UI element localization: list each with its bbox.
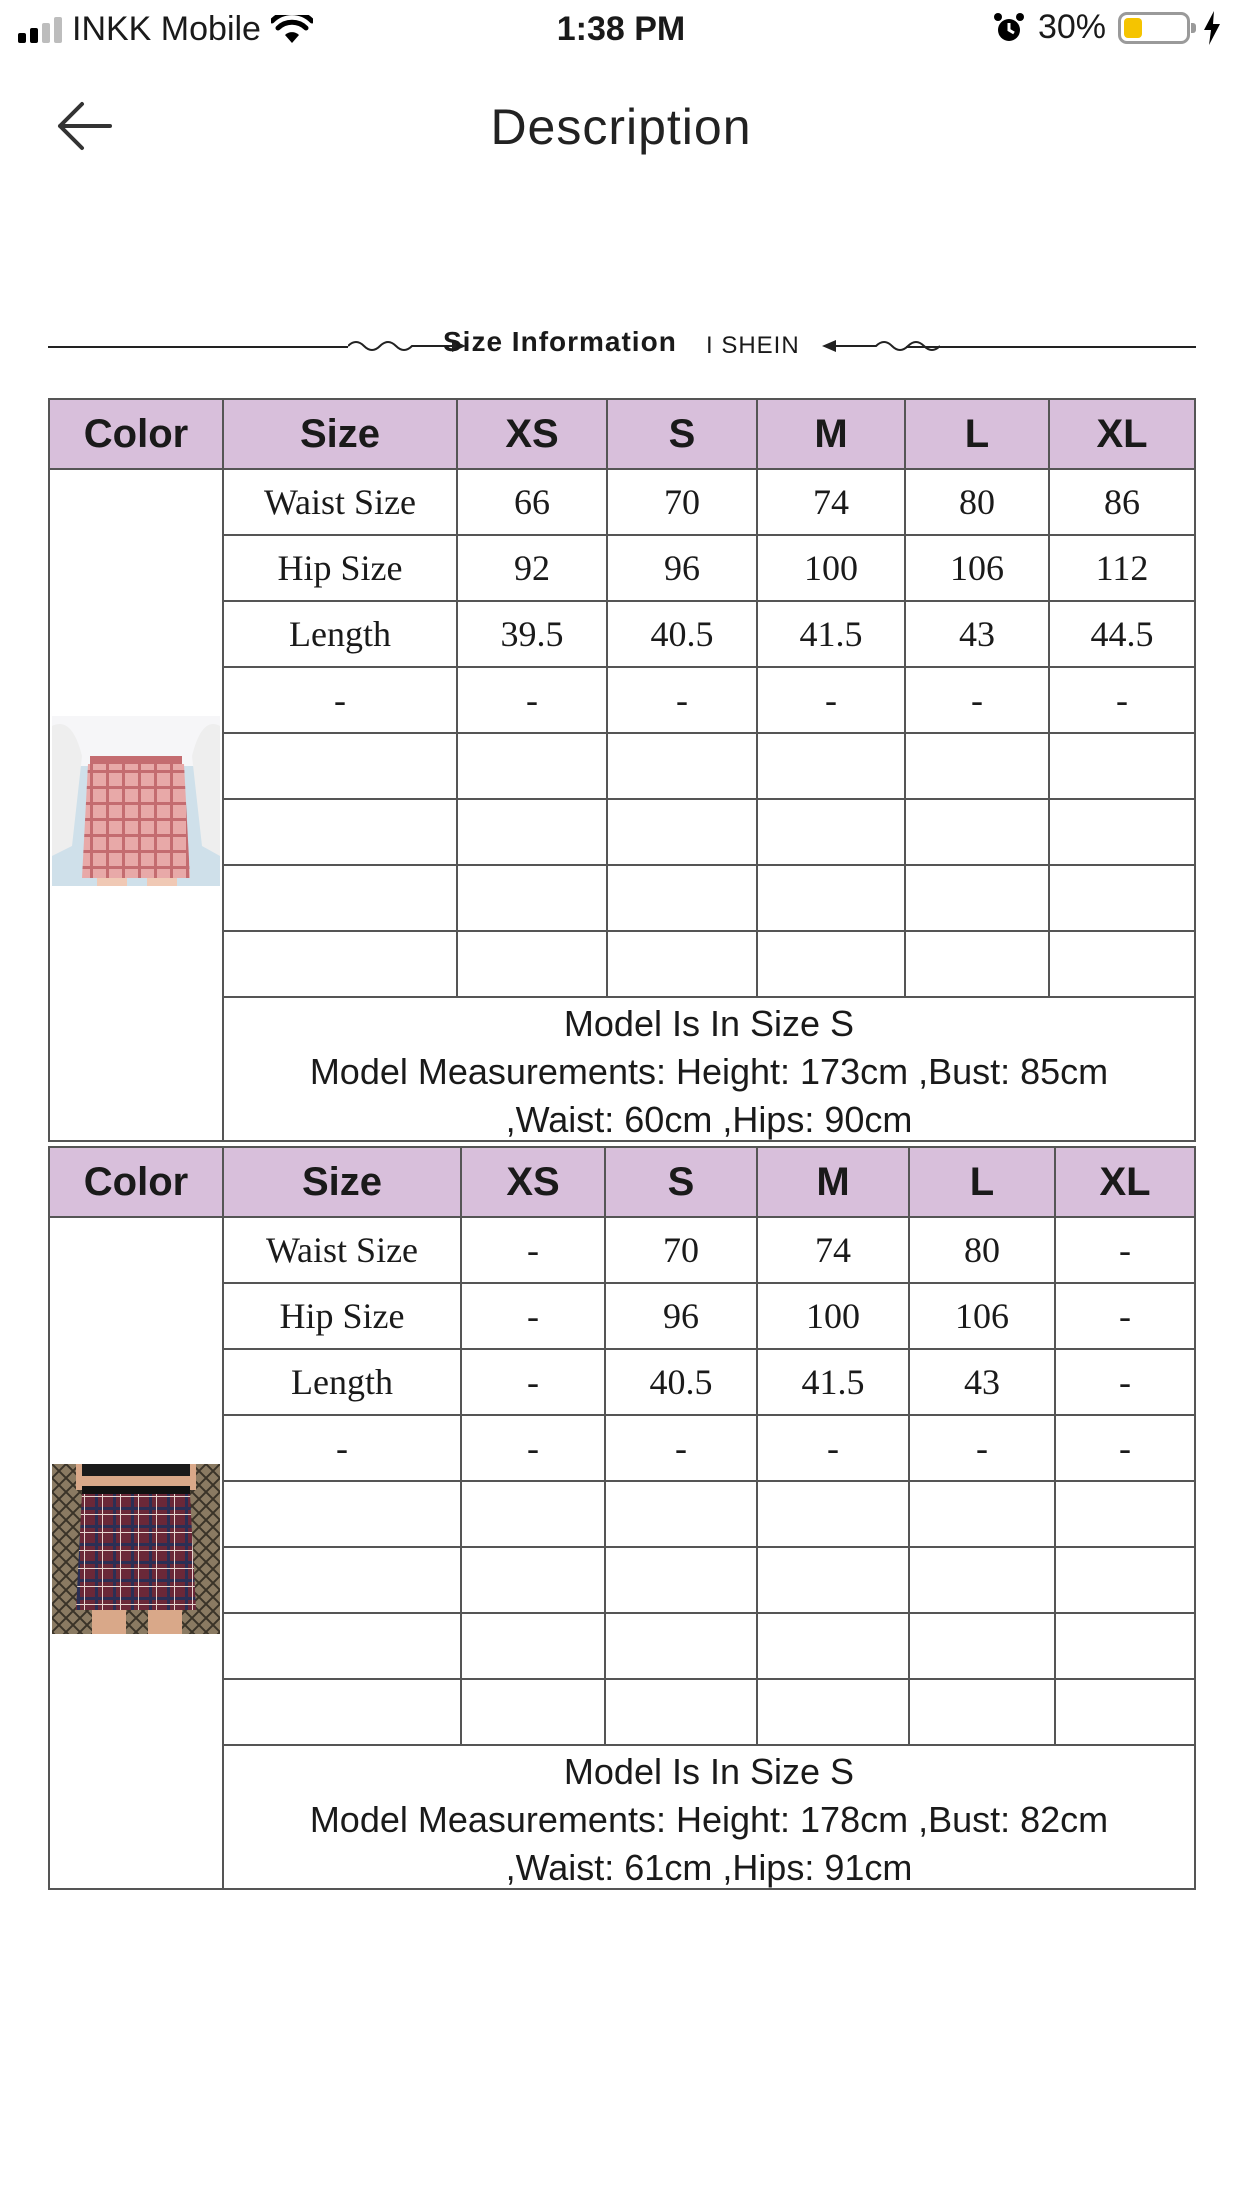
- cell: -: [758, 1416, 910, 1480]
- cell: [910, 1614, 1056, 1678]
- model-info: [224, 998, 1194, 1140]
- cell: Length: [224, 1350, 462, 1414]
- header-xl: XL: [1099, 1159, 1151, 1204]
- cell: [608, 800, 758, 864]
- cell: [758, 932, 906, 996]
- cell: [224, 800, 458, 864]
- cell: -: [224, 668, 458, 732]
- cell: Length: [224, 602, 458, 666]
- cell: [1050, 800, 1194, 864]
- table-rows: [224, 1218, 1194, 1888]
- cell: -: [1116, 680, 1128, 720]
- cell: 106: [910, 1284, 1056, 1348]
- model-measurements-text-2: ,Waist: 61cm ,Hips: 91cm: [505, 1847, 913, 1888]
- cell: -: [606, 1416, 758, 1480]
- cell: -: [462, 1218, 606, 1282]
- battery-fill: [1124, 18, 1142, 38]
- red-plaid-skirt-photo: [52, 1464, 220, 1634]
- table-row: [224, 1548, 1194, 1614]
- cell: [608, 932, 758, 996]
- cell: 66: [458, 470, 608, 534]
- table-row: [224, 1416, 1194, 1482]
- cell: [606, 1680, 758, 1744]
- cell: -: [458, 668, 608, 732]
- cell: [224, 1548, 462, 1612]
- table-row: [224, 668, 1194, 734]
- divider-left: [48, 346, 348, 348]
- cell: 112: [1095, 548, 1149, 588]
- charging-bolt-icon: [1202, 11, 1222, 45]
- header-color: Color: [50, 400, 224, 468]
- brand-label: I SHEIN: [706, 332, 800, 359]
- cell: [224, 734, 458, 798]
- cell: -: [1119, 1296, 1131, 1336]
- cell: 43: [910, 1350, 1056, 1414]
- table-row: [224, 734, 1194, 800]
- status-time: 1:38 PM: [556, 10, 686, 48]
- cell: 100: [758, 536, 906, 600]
- cell: [758, 800, 906, 864]
- battery-icon: [1118, 12, 1190, 44]
- size-table-2: [48, 1146, 1196, 1890]
- table-row: [224, 470, 1194, 536]
- cell: [758, 866, 906, 930]
- cell: [458, 866, 608, 930]
- table-row: [224, 932, 1194, 998]
- model-size-text: Model Is In Size S: [563, 1751, 855, 1792]
- table-header: [50, 400, 1194, 470]
- cell: Hip Size: [224, 536, 458, 600]
- cell: -: [224, 1416, 462, 1480]
- page-title: Description: [490, 99, 752, 155]
- cell: [224, 932, 458, 996]
- header-s: S: [606, 1148, 758, 1216]
- header-size: Size: [224, 1148, 462, 1216]
- model-measurements-text: Model Measurements: Height: 173cm ,Bust: 85cm: [309, 1051, 1109, 1092]
- battery-percent: 30%: [1037, 8, 1106, 46]
- model-measurements-text: Model Measurements: Height: 178cm ,Bust: 82cm: [309, 1799, 1109, 1840]
- cell: [1056, 1614, 1194, 1678]
- size-info-label: Size Information: [443, 326, 677, 357]
- cell: 80: [906, 470, 1050, 534]
- status-right: [992, 8, 1222, 47]
- table-row: [224, 1482, 1194, 1548]
- size-info-heading: [48, 320, 1196, 380]
- table-row: [224, 536, 1194, 602]
- cell: [906, 932, 1050, 996]
- table-body: [50, 1218, 1194, 1888]
- color-cell: [50, 1218, 224, 1888]
- cell: [910, 1680, 1056, 1744]
- header-xl: XL: [1096, 411, 1148, 456]
- model-measurements-text-2: ,Waist: 60cm ,Hips: 90cm: [505, 1099, 913, 1140]
- cell: [1050, 932, 1194, 996]
- cell: [224, 1482, 462, 1546]
- table-row: [224, 1218, 1194, 1284]
- cell: 86: [1104, 482, 1140, 522]
- cell: [608, 734, 758, 798]
- cell: 80: [910, 1218, 1056, 1282]
- cell: [906, 800, 1050, 864]
- header-l: L: [910, 1148, 1056, 1216]
- header-xs: XS: [458, 400, 608, 468]
- cell: 100: [758, 1284, 910, 1348]
- table-header: [50, 1148, 1194, 1218]
- cell: [606, 1548, 758, 1612]
- cell: [1056, 1482, 1194, 1546]
- cell: 40.5: [606, 1350, 758, 1414]
- cell: -: [906, 668, 1050, 732]
- cell: -: [462, 1416, 606, 1480]
- cell: [458, 932, 608, 996]
- cell: 74: [758, 470, 906, 534]
- cell: [906, 734, 1050, 798]
- cell: [758, 1548, 910, 1612]
- header-m: M: [758, 1148, 910, 1216]
- cell: 39.5: [458, 602, 608, 666]
- cell: [224, 866, 458, 930]
- model-size-text: Model Is In Size S: [563, 1003, 855, 1044]
- cell: 41.5: [758, 602, 906, 666]
- cell: [758, 734, 906, 798]
- size-table-1: [48, 398, 1196, 1142]
- cell: [224, 1680, 462, 1744]
- cell: 70: [608, 470, 758, 534]
- table-row: [224, 602, 1194, 668]
- cell: [608, 866, 758, 930]
- cell: [224, 1614, 462, 1678]
- cell: [462, 1614, 606, 1678]
- cell: 96: [608, 536, 758, 600]
- pink-plaid-skirt-photo: [52, 716, 220, 886]
- cell: [1056, 1548, 1194, 1612]
- cell: [1056, 1680, 1194, 1744]
- model-info: [224, 1746, 1194, 1888]
- cell: -: [1119, 1428, 1131, 1468]
- nav-bar: [0, 80, 1242, 180]
- table-row: [224, 1680, 1194, 1746]
- cell: [910, 1548, 1056, 1612]
- cell: [758, 1614, 910, 1678]
- cell: 43: [906, 602, 1050, 666]
- cell: 40.5: [608, 602, 758, 666]
- table-row: [224, 800, 1194, 866]
- cell: [906, 866, 1050, 930]
- header-s: S: [608, 400, 758, 468]
- cell: Waist Size: [224, 470, 458, 534]
- cell: [606, 1614, 758, 1678]
- cell: -: [1119, 1362, 1131, 1402]
- cell: 96: [606, 1284, 758, 1348]
- cell: 92: [458, 536, 608, 600]
- cell: [758, 1482, 910, 1546]
- cell: -: [462, 1284, 606, 1348]
- cell: 44.5: [1090, 614, 1154, 654]
- header-size: Size: [224, 400, 458, 468]
- header-color: Color: [50, 1148, 224, 1216]
- cell: [1050, 866, 1194, 930]
- cell: -: [462, 1350, 606, 1414]
- cell: -: [608, 668, 758, 732]
- cell: 41.5: [758, 1350, 910, 1414]
- cell: [910, 1482, 1056, 1546]
- alarm-icon: [992, 11, 1026, 45]
- table-row: [224, 1614, 1194, 1680]
- cell: [458, 800, 608, 864]
- cell: [462, 1548, 606, 1612]
- cell: [606, 1482, 758, 1546]
- cell: Waist Size: [224, 1218, 462, 1282]
- cell: Hip Size: [224, 1284, 462, 1348]
- carrier-name: INKK Mobile: [72, 10, 261, 48]
- cell: [758, 1680, 910, 1744]
- status-bar: [0, 0, 1242, 62]
- cell: -: [910, 1416, 1056, 1480]
- header-l: L: [906, 400, 1050, 468]
- cell: [458, 734, 608, 798]
- table-rows: [224, 470, 1194, 1140]
- table-body: [50, 470, 1194, 1140]
- cell: 74: [758, 1218, 910, 1282]
- divider-right: [906, 346, 1196, 348]
- color-cell: [50, 470, 224, 1140]
- header-m: M: [758, 400, 906, 468]
- header-xs: XS: [462, 1148, 606, 1216]
- cell: [462, 1680, 606, 1744]
- cell: 70: [606, 1218, 758, 1282]
- cell: [1050, 734, 1194, 798]
- table-row: [224, 866, 1194, 932]
- cell: -: [1119, 1230, 1131, 1270]
- cell: [462, 1482, 606, 1546]
- table-row: [224, 1284, 1194, 1350]
- cell: -: [758, 668, 906, 732]
- table-row: [224, 1350, 1194, 1416]
- cell: 106: [906, 536, 1050, 600]
